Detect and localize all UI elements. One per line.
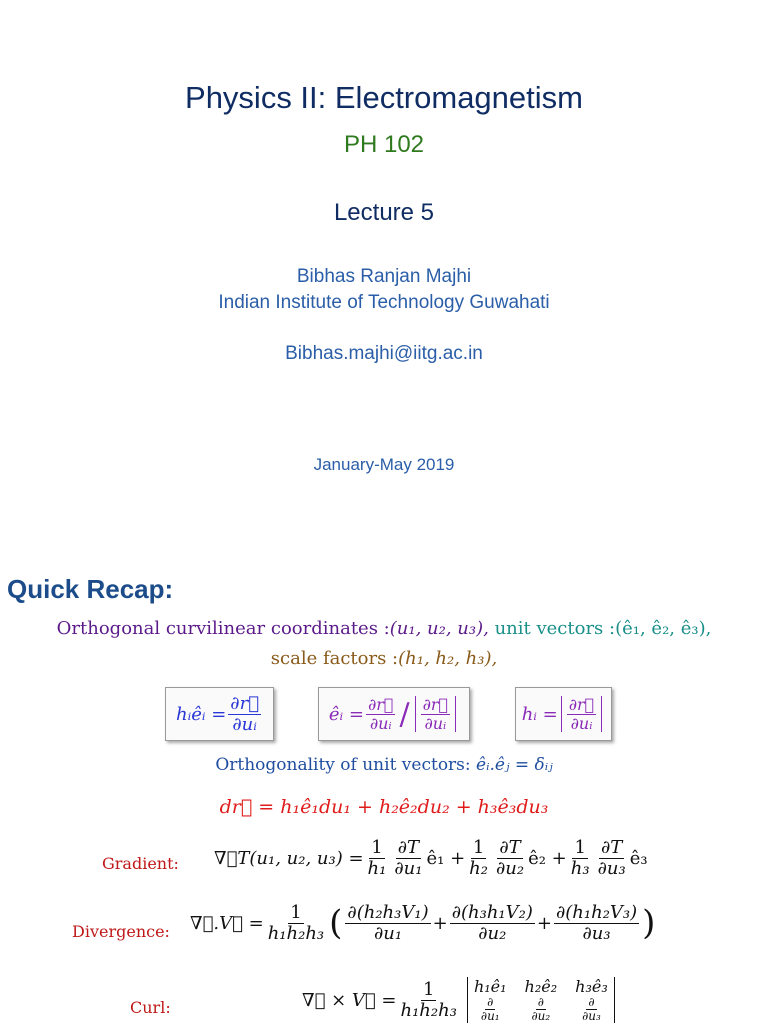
author-name: Bibhas Ranjan Majhi xyxy=(296,266,472,287)
box2-num: ∂r⃗ xyxy=(367,694,394,714)
orthogonality-line xyxy=(0,755,768,775)
gradient-d2-den: ∂u₂ xyxy=(495,857,525,879)
box1-den: ∂uᵢ xyxy=(232,713,257,735)
box3-den: ∂uᵢ xyxy=(570,713,593,733)
curl-label: Curl: xyxy=(130,998,171,1017)
curl-col-1 xyxy=(474,977,507,1023)
curl-col1-top: h₁ê₁ xyxy=(473,977,507,996)
curl-col1-den: ∂u₁ xyxy=(480,1009,500,1024)
divergence-pre-den: h₁h₂h₃ xyxy=(267,922,325,944)
box3-magnitude xyxy=(561,696,603,732)
course-date: January-May 2019 xyxy=(313,455,455,474)
box2-fraction-2 xyxy=(421,696,451,732)
gradient-d1-den: ∂u₁ xyxy=(394,857,423,879)
institute-name: Indian Institute of Technology Guwahati xyxy=(218,292,550,313)
curl-col-2 xyxy=(525,977,558,1023)
gradient-equation xyxy=(214,838,648,879)
gradient-lhs: ∇⃗T(u₁, u₂, u₃) = xyxy=(214,847,364,869)
gradient-term2-factor xyxy=(467,838,490,879)
orthogonality-label: Orthogonality of unit vectors: xyxy=(215,755,471,775)
author-email: Bibhas.majhi@iitg.ac.in xyxy=(285,343,483,364)
curl-col3-top: h₃ê₃ xyxy=(575,977,608,996)
gradient-term1-derivative xyxy=(392,838,424,879)
divergence-b-den: ∂u₂ xyxy=(478,922,507,944)
gradient-e2: ê₂ + xyxy=(528,847,567,869)
gradient-term2-derivative xyxy=(494,838,526,879)
curl-col1-derivative xyxy=(479,996,502,1023)
box2-lhs: êᵢ = xyxy=(328,703,364,725)
curl-col3-num: ∂ xyxy=(588,995,595,1009)
unit-vector-normalized-box xyxy=(318,687,470,741)
box1-lhs: hᵢêᵢ = xyxy=(175,703,227,725)
gradient-term3-derivative xyxy=(596,838,628,879)
gradient-term3-factor xyxy=(569,838,592,879)
divergence-plus-1: + xyxy=(432,912,448,934)
curl-lhs: ∇⃗ × V⃗ = xyxy=(302,989,397,1011)
curl-col2-den: ∂u₂ xyxy=(531,1009,551,1024)
divergence-equation xyxy=(190,903,656,944)
line-element-equation: dr⃗ = h₁ê₁du₁ + h₂ê₂du₂ + h₃ê₃du₃ xyxy=(219,796,549,818)
gradient-t1-num: 1 xyxy=(371,837,383,858)
gradient-t2-den: h₂ xyxy=(469,857,488,879)
box1-fraction xyxy=(228,694,261,735)
lecture-number: Lecture 5 xyxy=(333,199,435,226)
unit-vector-definition-box xyxy=(165,687,274,741)
divergence-pre-num: 1 xyxy=(290,902,302,923)
gradient-d1-num: ∂T xyxy=(397,837,420,858)
gradient-label: Gradient: xyxy=(102,854,179,873)
divergence-prefactor xyxy=(266,903,326,944)
divergence-c-den: ∂u₃ xyxy=(582,922,611,944)
gradient-t2-num: 1 xyxy=(472,837,485,858)
coords-label: Orthogonal curvilinear coordinates : xyxy=(56,618,390,639)
curl-col2-derivative xyxy=(529,996,552,1023)
curl-prefactor xyxy=(399,980,459,1021)
gradient-d2-num: ∂T xyxy=(499,837,521,858)
scale-factors-label: scale factors : xyxy=(270,648,399,669)
coordinates-line xyxy=(0,618,768,639)
slide-title: Physics II: Electromagnetism xyxy=(185,80,583,115)
divergence-close-paren: ) xyxy=(642,903,656,944)
gradient-d3-den: ∂u₃ xyxy=(597,857,626,879)
divergence-b-num: ∂(h₃h₁V₂) xyxy=(451,902,533,923)
scale-factors-line xyxy=(0,648,768,669)
gradient-e1: ê₁ + xyxy=(426,847,466,869)
box1-num: ∂r⃗ xyxy=(230,692,259,714)
divergence-a-num: ∂(h₂h₃V₁) xyxy=(347,902,429,923)
curl-col1-num: ∂ xyxy=(487,995,494,1009)
curl-col2-num: ∂ xyxy=(537,995,544,1009)
curl-determinant xyxy=(467,977,615,1023)
box2-magnitude xyxy=(415,696,457,732)
scale-factors-value: (h₁, h₂, h₃), xyxy=(398,648,498,669)
curl-pre-num: 1 xyxy=(422,978,435,1000)
unit-vectors-label: unit vectors : xyxy=(494,618,616,639)
gradient-e3: ê₃ xyxy=(629,847,648,869)
division-slash: / xyxy=(399,696,410,732)
gradient-t1-den: h₁ xyxy=(367,857,387,879)
curl-col3-den: ∂u₃ xyxy=(582,1009,601,1024)
scale-factor-definition-box xyxy=(515,687,612,741)
box3-fraction xyxy=(567,696,597,732)
course-code: PH 102 xyxy=(343,131,425,158)
gradient-term1-factor xyxy=(366,838,389,879)
box3-lhs: hᵢ = xyxy=(521,703,558,725)
divergence-plus-2: + xyxy=(536,912,552,934)
box2-fraction xyxy=(366,696,396,732)
divergence-label: Divergence: xyxy=(72,922,170,941)
curl-equation xyxy=(302,977,615,1023)
recap-heading: Quick Recap: xyxy=(7,574,174,604)
divergence-term-a xyxy=(345,903,430,944)
gradient-d3-num: ∂T xyxy=(600,837,623,858)
divergence-c-num: ∂(h₁h₂V₃) xyxy=(555,902,638,923)
box3-num: ∂r⃗ xyxy=(568,694,595,714)
curl-col-3 xyxy=(575,977,608,1023)
box2-den: ∂uᵢ xyxy=(369,713,392,733)
coords-value: (u₁, u₂, u₃), xyxy=(389,618,489,639)
divergence-lhs: ∇⃗.V⃗ = xyxy=(190,912,264,934)
orthogonality-value: êᵢ.êⱼ = δᵢⱼ xyxy=(476,755,553,775)
divergence-term-b xyxy=(450,903,535,944)
gradient-t3-num: 1 xyxy=(574,837,586,858)
recap-slide xyxy=(0,560,768,1024)
curl-pre-den: h₁h₂h₃ xyxy=(400,999,457,1021)
divergence-term-c xyxy=(554,903,639,944)
curl-col3-derivative xyxy=(580,996,603,1023)
box2-den2: ∂uᵢ xyxy=(424,713,447,733)
box2-num2: ∂r⃗ xyxy=(422,694,449,714)
curl-col2-top: h₂ê₂ xyxy=(524,977,558,996)
unit-vectors-value: (ê₁, ê₂, ê₃), xyxy=(615,618,712,639)
divergence-open-paren: ( xyxy=(329,903,343,944)
gradient-t3-den: h₃ xyxy=(570,857,590,879)
divergence-a-den: ∂u₁ xyxy=(373,922,403,944)
